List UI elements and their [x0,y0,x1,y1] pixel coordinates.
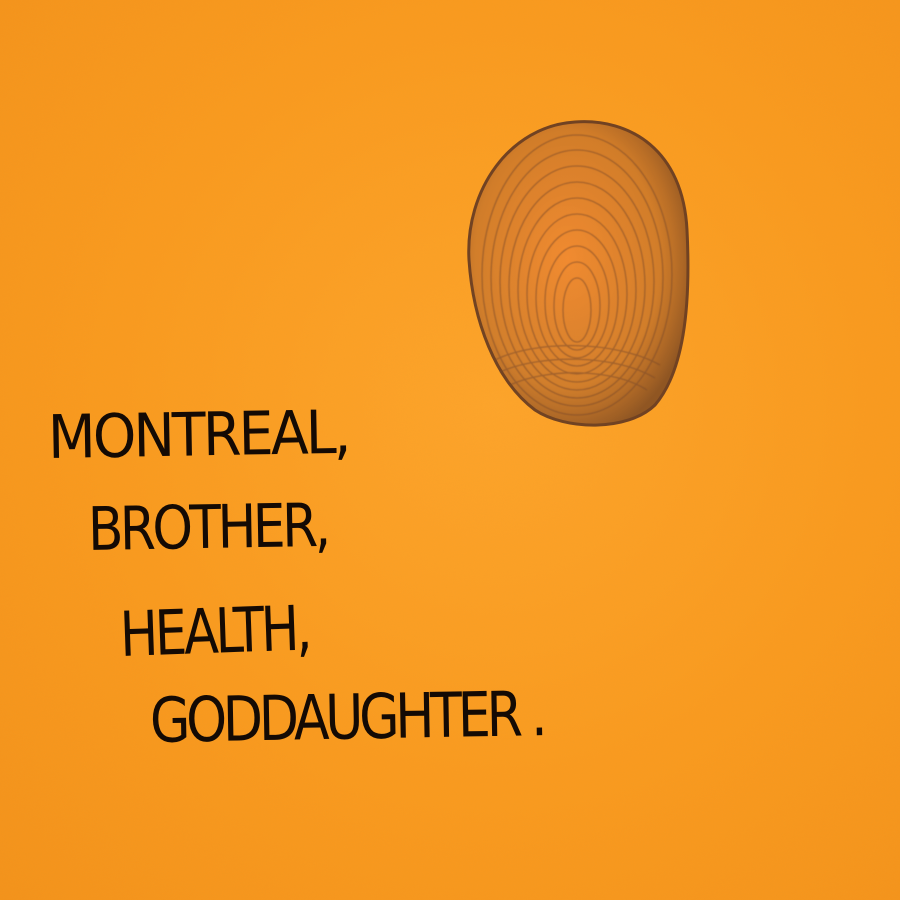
note-line-brother: BROTHER, [87,490,329,565]
note-line-goddaughter: GODDAUGHTER . [149,677,544,757]
note-line-health: HEALTH, [118,591,311,671]
note-line-montreal: MONTREAL, [47,397,350,473]
fingerprint-outline [469,122,688,425]
fingerprint-icon [455,110,705,440]
